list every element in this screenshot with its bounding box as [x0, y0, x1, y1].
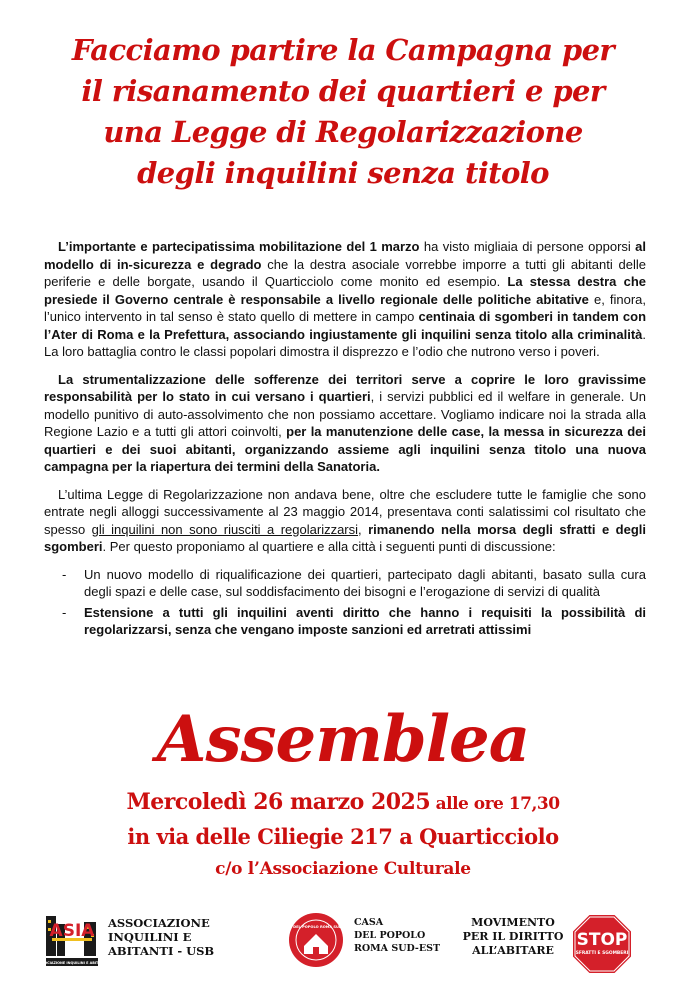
org-name-line: ROMA SUD-EST: [354, 943, 441, 954]
paragraph-run: per la manutenzione delle case, la messa in sicurezza dei quartieri e dei suoi abitanti, organizzando assieme agli inquilini senza titolo una nuova campagna per la riapertura dei termini della Sanatoria.: [44, 424, 646, 474]
paragraph-run: che la destra asociale vorrebbe imporre a tutti gli abitanti delle periferie e delle borgate, usando il Quarticciolo come monito ed esempio.: [44, 256, 646, 289]
proposal-list: [44, 566, 646, 639]
stop-sign-text: STOP: [576, 930, 628, 950]
event-date: Mercoledì 26 marzo 2025: [126, 789, 431, 815]
org-name-line: DEL POPOLO: [354, 930, 426, 941]
event-place: in via delle Ciliegie 217 a Quarticciolo: [127, 824, 559, 849]
event-datetime: [0, 786, 686, 820]
org-name-line: MOVIMENTO: [471, 916, 555, 929]
proposal-text: Estensione a tutti gli inquilini aventi diritto che hanno i requisiti la possibilità di regolarizzarsi, senza che vengano imposte sanzioni ed arretrati attissimi: [84, 604, 646, 637]
asia-logo: [36, 914, 108, 968]
event-venue: c/o l’Associazione Culturale: [215, 859, 471, 879]
org-name-line: CASA: [354, 917, 384, 928]
asia-logo-text: ASIA: [49, 921, 95, 941]
title-line: Facciamo partire la Campagna per: [71, 33, 615, 67]
event-details: [0, 786, 686, 884]
proposal-item: [44, 566, 646, 601]
event-time: alle ore 17,30: [430, 794, 560, 814]
list-dash: -: [62, 566, 67, 582]
title-line: degli inquilini senza titolo: [137, 156, 549, 190]
flyer-title: [30, 30, 656, 194]
paragraph-run: . Per questo proponiamo al quartiere e alla città i seguenti punti di discussione:: [102, 539, 556, 554]
paragraph-run: , i servizi pubblici ed il welfare in generale. Un modello punitivo di auto-assolvimento che non possiamo accettare. Vogliamo indicare noi la strada alla Regione Lazio e a tutti gli attori coinvolti,: [44, 389, 646, 439]
assemblea-heading: Assemblea: [156, 702, 530, 777]
paragraph-run: La strumentalizzazione delle sofferenze dei territori serve a coprire le loro gravissime responsabilità per lo stato in cui versano i quartieri: [44, 371, 646, 404]
paragraph-run: La stessa destra che presiede il Governo centrale è responsabile a livello regionale delle politiche abitative: [44, 274, 646, 307]
paragraph-run: L’importante e partecipatissima mobilitazione del 1 marzo: [58, 239, 420, 254]
proposal-item: [44, 604, 646, 639]
paragraph-run: rimanendo nella morsa degli sfratti e degli sgomberi: [44, 521, 646, 554]
paragraph-run: . La loro battaglia contro le classi popolari dimostra il disprezzo e l’odio che nutrono verso i poveri.: [44, 326, 646, 359]
asia-logo-sub: ASSOCIAZIONE INQUILINI E ABITANTI: [36, 961, 108, 965]
org-asia-name: [108, 916, 228, 958]
paragraph-run: ha visto migliaia di persone opporsi: [419, 239, 636, 254]
paragraph-run: ,: [358, 521, 369, 537]
proposal-text: Un nuovo modello di riqualificazione dei quartieri, partecipato dagli abitanti, basato sulla cura degli spazi e delle case, sul soddisfacimento dei bisogni e l’erogazione di servizi di qualità: [84, 566, 646, 599]
casa-del-popolo-logo: [281, 912, 351, 968]
paragraph-intro: [44, 238, 646, 361]
org-casa-name: [354, 916, 444, 955]
title-line: una Legge di Regolarizzazione: [103, 115, 583, 149]
paragraph-legge: [44, 486, 646, 556]
title-line: il risanamento dei quartieri e per: [81, 74, 605, 108]
org-name-line: ALL’ABITARE: [472, 944, 554, 957]
org-name-line: ABITANTI - USB: [108, 944, 215, 958]
stop-sign-icon: [570, 912, 634, 976]
casa-logo-text: CASA DEL POPOLO ROMA SUD-EST: [281, 925, 351, 929]
flyer-body: [44, 238, 646, 642]
paragraph-run: e, finora, l’unico intervento in tal senso è stato quello di mettere in campo: [44, 291, 647, 324]
org-name-line: INQUILINI E: [108, 930, 192, 944]
paragraph-run: centinaia di sgomberi in tandem con l’Ater di Roma e la Prefettura, associando ingiustamente gli inquilini senza titolo alla criminalità: [44, 309, 647, 342]
list-dash: -: [62, 604, 67, 620]
stop-sign-sub: SFRATTI E SGOMBERI: [575, 951, 629, 956]
org-movimento-name: [458, 916, 568, 958]
paragraph-run: gli inquilini non sono riusciti a regolarizzarsi: [91, 521, 359, 537]
paragraph-run: L’ultima Legge di Regolarizzazione non andava bene, oltre che escludere tutte le famiglie che sono entrate negli alloggi successivamente al 23 maggio 2014, presentava conti salatissimi col risultato che spesso: [44, 486, 646, 537]
paragraph-responsibility: [44, 371, 646, 476]
footer-orgs: [0, 906, 686, 986]
org-name-line: PER IL DIRITTO: [462, 930, 564, 943]
paragraph-run: al modello di in-sicurezza e degrado: [44, 239, 647, 272]
org-name-line: ASSOCIAZIONE: [108, 916, 210, 930]
